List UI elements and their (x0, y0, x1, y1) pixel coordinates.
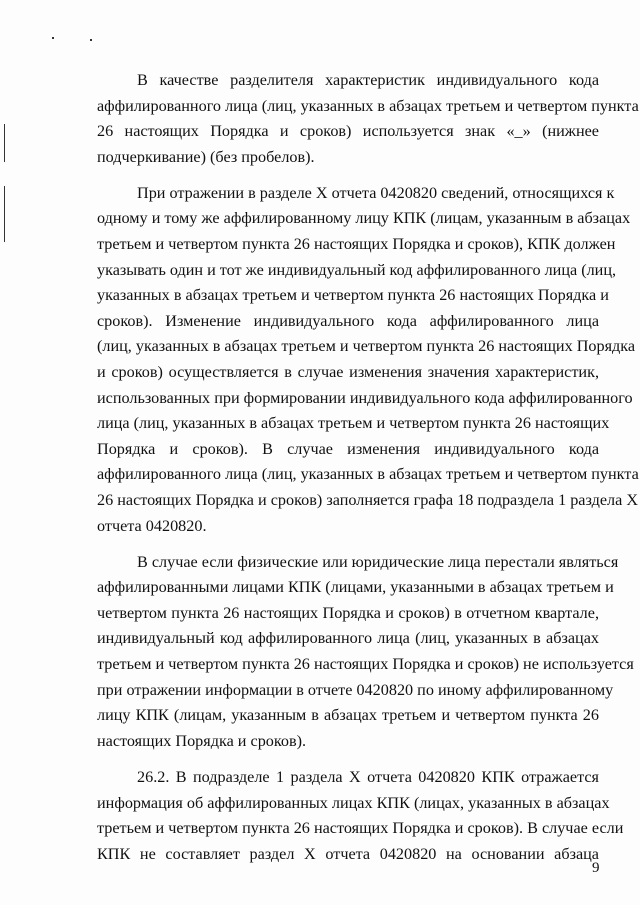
text-line: сроков). Изменение индивидуального кода аффилированного лица (97, 311, 599, 330)
text-line: аффилированного лица (лиц, указанных в абзацах третьем и четвертом пункта (97, 465, 639, 484)
text-line: указывать один и тот же индивидуальный код аффилированного лица (лиц, (97, 260, 617, 279)
text-line: индивидуальный код аффилированного лица (лиц, указанных в абзацах (97, 629, 599, 648)
scan-margin-line (4, 186, 5, 242)
text-line: подчеркивание) (без пробелов). (97, 147, 315, 166)
paragraph (97, 181, 639, 539)
text-line: одному и тому же аффилированному лицу КПК (лицам, указанным в абзацах (97, 209, 631, 228)
document-body (97, 68, 639, 878)
text-line: при отражении информации в отчете 0420820 по иному аффилированному (97, 680, 614, 699)
text-line: При отражении в разделе X отчета 0420820 сведений, относящихся к (137, 183, 615, 202)
scan-dot (52, 37, 54, 39)
text-line: 26 настоящих Порядка и сроков) заполняется графа 18 подраздела 1 раздела X (97, 491, 639, 509)
text-line: Порядка и сроков). В случае изменения индивидуального кода (97, 439, 599, 458)
text-line: и сроков) осуществляется в случае изменения значения характеристик, (97, 363, 599, 382)
text-line: использованных при формировании индивидуального кода аффилированного (97, 388, 633, 407)
page-number: 9 (592, 860, 600, 876)
scan-dot (90, 39, 92, 41)
text-line: 26 настоящих Порядка и сроков) используется знак «_» (нижнее (97, 122, 599, 141)
text-line: информация об аффилированных лицах КПК (лицах, указанных в абзацах (97, 793, 610, 812)
text-line: третьем и четвертом пункта 26 настоящих Порядка и сроков). В случае если (97, 819, 624, 838)
scan-margin-line (4, 124, 5, 162)
text-line: третьем и четвертом пункта 26 настоящих Порядка и сроков), КПК должен (97, 235, 616, 254)
text-line: аффилированными лицами КПК (лицами, указанными в абзацах третьем и (97, 578, 614, 597)
text-line: отчета 0420820. (97, 516, 207, 535)
text-line: В качестве разделителя характеристик индивидуального кода (137, 71, 599, 89)
text-line: лицу КПК (лицам, указанным в абзацах третьем и четвертом пункта 26 (97, 706, 599, 725)
text-line: настоящих Порядка и сроков). (97, 731, 307, 750)
text-line: третьем и четвертом пункта 26 настоящих Порядка и сроков) не используется (97, 655, 634, 674)
paragraph (97, 550, 634, 755)
text-line: (лиц, указанных в абзацах третьем и четвертом пункта 26 настоящих Порядка (97, 337, 636, 356)
text-line: лица (лиц, указанных в абзацах третьем и четвертом пункта 26 настоящих (97, 414, 610, 433)
text-line: В случае если физические или юридические лица перестали являться (137, 552, 619, 571)
text-line: четвертом пункта 26 настоящих Порядка и сроков) в отчетном квартале, (97, 603, 599, 622)
text-line: аффилированного лица (лиц, указанных в абзацах третьем и четвертом пункта (97, 96, 639, 115)
text-line: указанных в абзацах третьем и четвертом пункта 26 настоящих Порядка и (97, 286, 609, 305)
paragraph (97, 68, 639, 170)
text-line: 26.2. В подразделе 1 раздела X отчета 0420820 КПК отражается (137, 767, 599, 786)
paragraph (97, 765, 624, 867)
text-line: КПК не составляет раздел X отчета 0420820 на основании абзаца (97, 844, 599, 863)
